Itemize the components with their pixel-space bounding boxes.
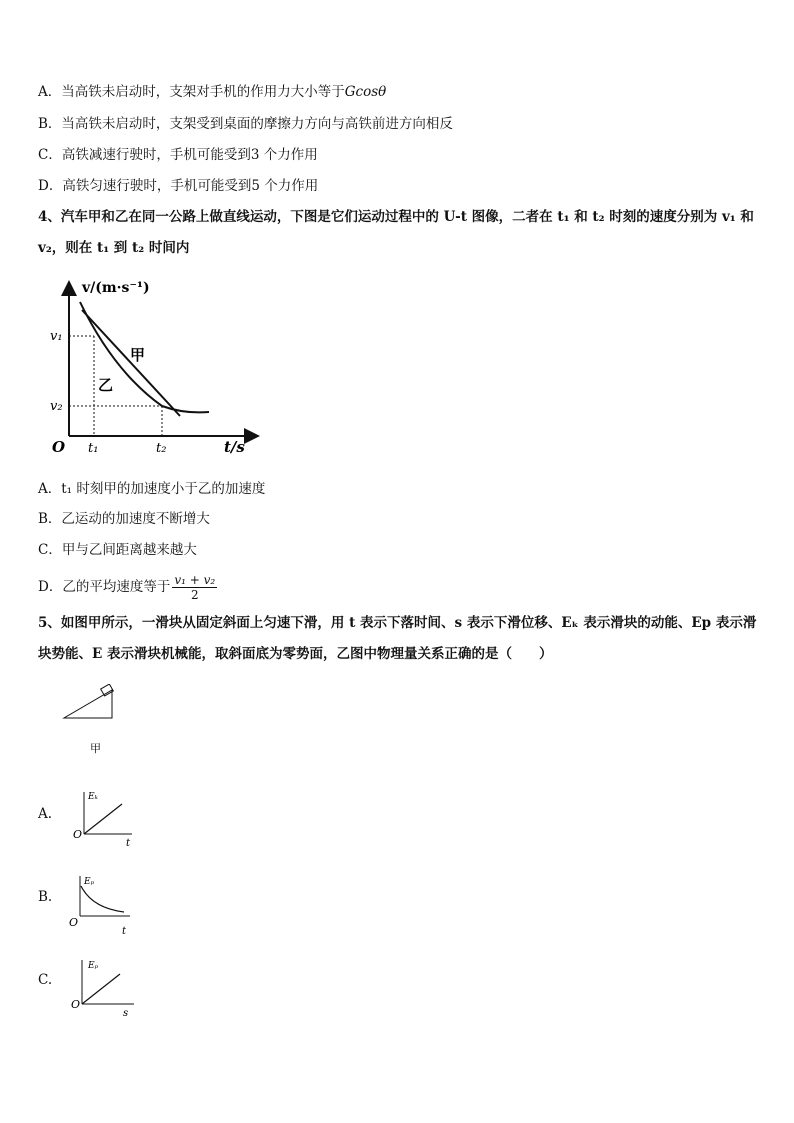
q4-graph-t2: t₂ (156, 441, 167, 456)
q5-option-a-y-axis: Eₖ (88, 792, 98, 802)
q3-option-c: C．高铁减速行驶时，手机可能受到3 个力作用 (38, 147, 318, 163)
q5-option-b-y-axis: Eₚ (84, 877, 95, 887)
q3-option-d: D．高铁匀速行驶时，手机可能受到5 个力作用 (38, 178, 319, 194)
q4-option-c: C．甲与乙间距离越来越大 (38, 542, 197, 558)
q5-option-b-x-axis: t (122, 926, 127, 937)
q5-option-c-label: C. (38, 972, 53, 988)
q3-option-b: B．当高铁未启动时，支架受到桌面的摩擦力方向与高铁前进方向相反 (38, 116, 453, 132)
q5-option-b-graph (66, 872, 136, 938)
q5-option-a-label: A. (38, 806, 53, 822)
q4-stem-line1: 4、汽车甲和乙在同一公路上做直线运动，下图是它们运动过程中的 U-t 图像，二者在 t₁ 和 t₂ 时刻的速度分别为 v₁ 和 (38, 209, 754, 225)
q4-graph-x-label: t/s (224, 438, 245, 456)
q5-option-b-origin: O (69, 916, 79, 929)
q5-option-c-graph (68, 954, 140, 1020)
q4-option-d-text: D．乙的平均速度等于 (38, 579, 171, 595)
q4-option-d-numerator: v₁ + v₂ (174, 573, 216, 587)
q4-option-d-denominator: 2 (190, 588, 199, 602)
q4-graph-v2: v₂ (50, 399, 63, 414)
q4-graph-y-label: v/(m·s⁻¹) (82, 280, 150, 296)
q5-option-b-curve (81, 886, 124, 912)
q5-option-c-x-axis: s (123, 1008, 129, 1019)
q4-stem-line2: v₂，则在 t₁ 到 t₂ 时间内 (38, 240, 190, 256)
q5-stem-line2: 块势能、E 表示滑块机械能，取斜面底为零势面，乙图中物理量关系正确的是（ ） (38, 646, 553, 662)
q5-option-c-y-axis: Eₚ (88, 961, 99, 971)
q4-graph-t1: t₁ (88, 441, 99, 456)
q3-option-a-text: A．当高铁未启动时，支架对手机的作用力大小等于 (38, 84, 345, 100)
q5-stem-line1: 5、如图甲所示，一滑块从固定斜面上匀速下滑，用 t 表示下落时间、s 表示下滑位移、Eₖ 表示滑块的动能、Ep 表示滑 (38, 615, 757, 631)
q5-option-a-line (84, 804, 122, 834)
q5-option-a-origin: O (73, 828, 83, 841)
q5-figure-label: 甲 (90, 742, 101, 755)
q5-option-c-line (82, 974, 120, 1004)
q5-option-a-x-axis: t (126, 838, 131, 849)
q3-option-a (38, 83, 386, 101)
q4-option-d-fraction (172, 573, 217, 602)
q5-option-c-origin: O (71, 998, 81, 1011)
q5-option-a-graph (70, 788, 140, 850)
q5-option-b-label: B. (38, 889, 53, 905)
q4-graph-origin: O (52, 438, 66, 456)
q5-incline-figure (60, 684, 130, 759)
q4-vt-graph (44, 272, 264, 462)
q4-option-b: B．乙运动的加速度不断增大 (38, 511, 210, 527)
q4-graph-v1: v₁ (50, 329, 63, 344)
q3-option-a-formula: Gcosθ (344, 84, 387, 100)
q4-graph-label-jia: 甲 (130, 346, 146, 364)
q4-graph-label-yi: 乙 (98, 376, 114, 394)
q4-option-a: A．t₁ 时刻甲的加速度小于乙的加速度 (38, 481, 266, 497)
q4-option-d (38, 570, 217, 604)
